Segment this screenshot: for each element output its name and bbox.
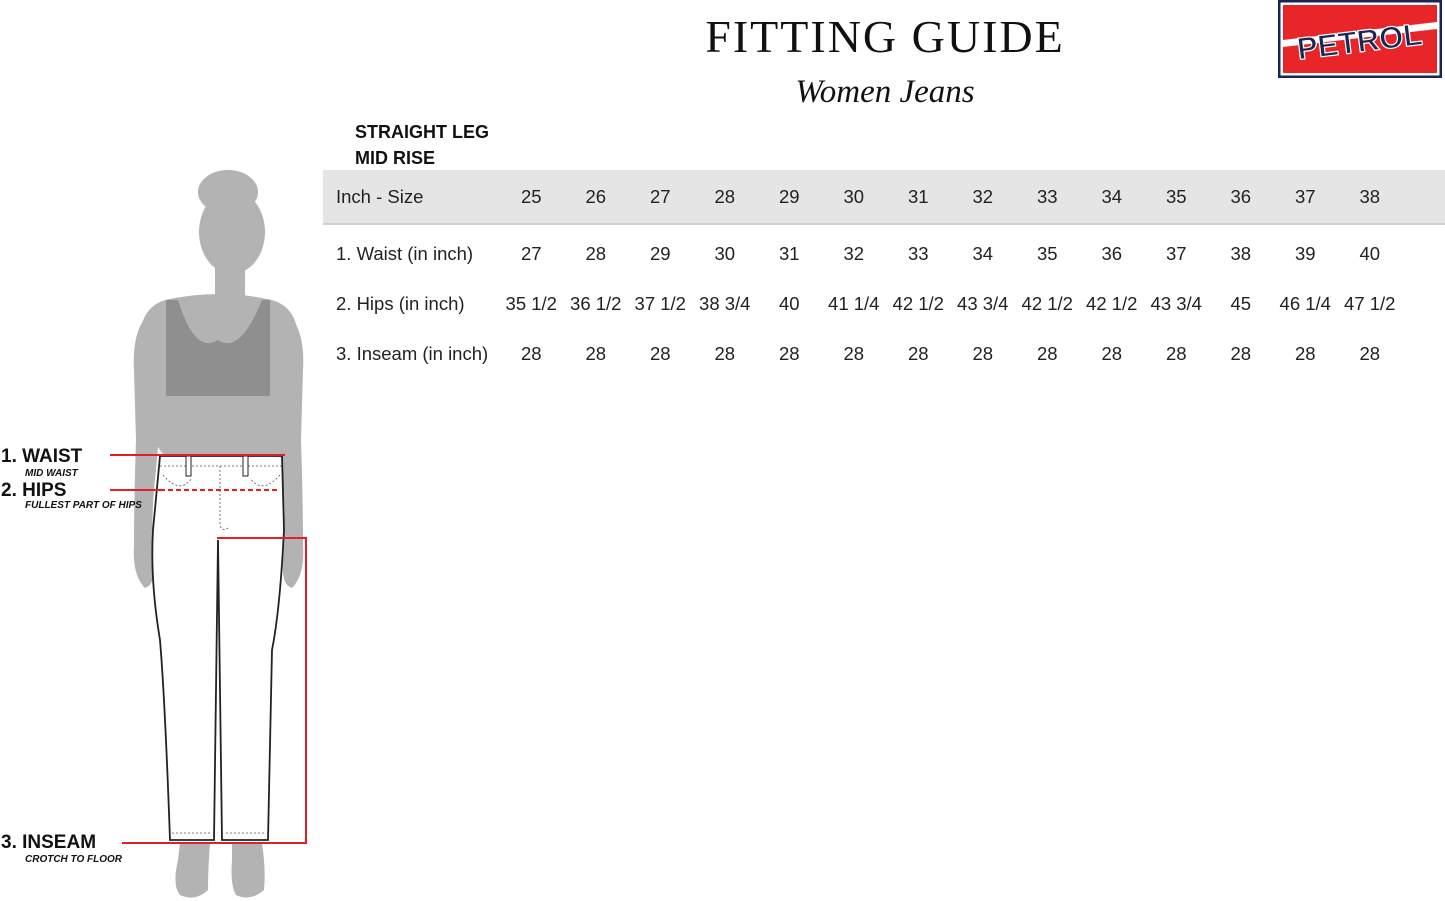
table-cell: 28 xyxy=(1359,343,1381,364)
inseam-row xyxy=(323,326,1445,382)
table-cell: 28 xyxy=(843,343,865,364)
table-cell: 30 xyxy=(714,242,736,264)
svg-text:PETROL: PETROL xyxy=(1295,16,1425,67)
waist-row-label: 1. Waist (in inch) xyxy=(336,242,474,264)
table-cell: 28 xyxy=(972,343,994,364)
size-header-row xyxy=(323,170,1445,224)
size-cell: 29 xyxy=(778,185,800,207)
size-cell: 34 xyxy=(1101,185,1123,207)
body-figure-illustration xyxy=(0,160,320,901)
table-cell: 42 1/2 xyxy=(1086,293,1138,314)
size-table xyxy=(323,170,1445,382)
table-cell: 47 1/2 xyxy=(1344,293,1396,314)
size-cell: 26 xyxy=(585,185,607,207)
table-cell: 28 xyxy=(649,343,671,364)
fit-label: STRAIGHT LEG xyxy=(355,122,489,142)
size-cell: 35 xyxy=(1165,185,1187,207)
table-cell: 36 xyxy=(1101,242,1123,264)
table-cell: 41 1/4 xyxy=(828,293,880,314)
size-cell: 30 xyxy=(843,185,865,207)
size-cell: 27 xyxy=(649,185,671,207)
table-cell: 28 xyxy=(1165,343,1187,364)
table-cell: 43 3/4 xyxy=(1150,293,1202,314)
table-cell: 28 xyxy=(520,343,542,364)
table-cell: 40 xyxy=(1359,242,1381,264)
table-cell: 33 xyxy=(907,242,929,264)
table-cell: 37 1/2 xyxy=(634,293,686,314)
hips-measure-note: FULLEST PART OF HIPS xyxy=(25,500,142,511)
table-cell: 34 xyxy=(972,242,994,264)
size-cell: 32 xyxy=(972,185,994,207)
table-cell: 28 xyxy=(778,343,800,364)
page-subtitle: Women Jeans xyxy=(795,74,975,110)
table-cell: 45 xyxy=(1230,293,1252,314)
table-cell: 28 xyxy=(907,343,929,364)
table-cell: 28 xyxy=(585,242,607,264)
hips-measure-label: 2. HIPS xyxy=(1,480,67,501)
table-cell: 35 xyxy=(1036,242,1058,264)
table-cell: 32 xyxy=(843,242,865,264)
table-cell: 28 xyxy=(1036,343,1058,364)
size-cell: 28 xyxy=(714,185,736,207)
table-cell: 38 xyxy=(1230,242,1252,264)
table-cell: 27 xyxy=(520,242,542,264)
size-cell: 36 xyxy=(1230,185,1252,207)
size-header-label: Inch - Size xyxy=(336,185,424,207)
table-cell: 43 3/4 xyxy=(957,293,1009,314)
waist-measure-note: MID WAIST xyxy=(25,468,78,479)
size-cell: 37 xyxy=(1294,185,1316,207)
petrol-logo xyxy=(1278,0,1442,78)
size-cell: 25 xyxy=(520,185,542,207)
table-cell: 28 xyxy=(1230,343,1252,364)
hips-row-label: 2. Hips (in inch) xyxy=(336,293,465,314)
size-cell: 38 xyxy=(1359,185,1381,207)
table-cell: 31 xyxy=(778,242,800,264)
table-cell: 28 xyxy=(714,343,736,364)
hips-row xyxy=(323,282,1445,326)
table-cell: 40 xyxy=(778,293,800,314)
table-cell: 28 xyxy=(585,343,607,364)
table-cell: 42 1/2 xyxy=(1021,293,1073,314)
inseam-measure-label: 3. INSEAM xyxy=(1,832,97,853)
waist-measure-label: 1. WAIST xyxy=(1,446,83,467)
page-title: FITTING GUIDE xyxy=(705,11,1065,62)
table-cell: 36 1/2 xyxy=(570,293,622,314)
table-cell: 35 1/2 xyxy=(505,293,557,314)
table-cell: 28 xyxy=(1101,343,1123,364)
waist-row xyxy=(323,224,1445,282)
table-cell: 42 1/2 xyxy=(892,293,944,314)
size-cell: 33 xyxy=(1036,185,1058,207)
size-cell: 31 xyxy=(907,185,929,207)
table-cell: 39 xyxy=(1294,242,1316,264)
table-cell: 38 3/4 xyxy=(699,293,751,314)
inseam-row-label: 3. Inseam (in inch) xyxy=(336,343,489,364)
inseam-measure-note: CROTCH TO FLOOR xyxy=(25,854,123,865)
rise-label: MID RISE xyxy=(355,148,436,168)
table-cell: 46 1/4 xyxy=(1279,293,1331,314)
table-cell: 28 xyxy=(1294,343,1316,364)
table-cell: 37 xyxy=(1165,242,1187,264)
table-cell: 29 xyxy=(649,242,671,264)
